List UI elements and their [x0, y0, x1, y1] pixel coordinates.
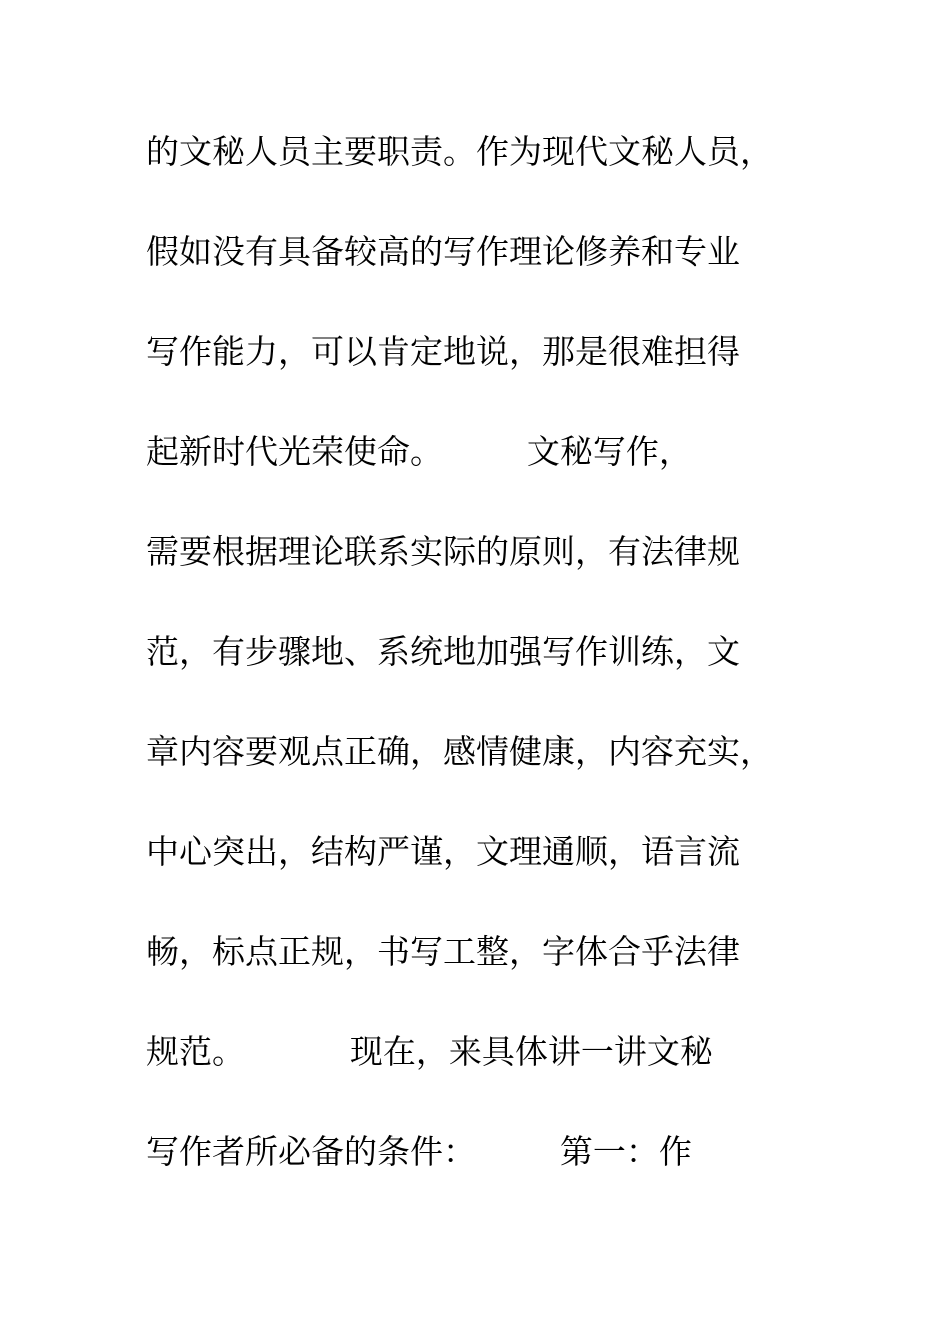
- text-line-5: 需要根据理论联系实际的原则，有法律规: [146, 532, 740, 571]
- text-line-11: 写作者所必备的条件： 第一：作: [146, 1132, 692, 1171]
- text-line-10: 规范。 现在，来具体讲一讲文秘: [146, 1032, 713, 1071]
- text-line-4: 起新时代光荣使命。 文秘写作，: [146, 432, 692, 471]
- text-line-2: 假如没有具备较高的写作理论修养和专业: [146, 232, 740, 271]
- text-line-8: 中心突出，结构严谨，文理通顺，语言流: [146, 832, 740, 871]
- text-line-3: 写作能力，可以肯定地说，那是很难担得: [146, 332, 740, 371]
- text-line-9: 畅，标点正规，书写工整，字体合乎法律: [146, 932, 740, 971]
- text-line-7: 章内容要观点正确，感情健康，内容充实，: [146, 732, 773, 771]
- body-text: [146, 122, 806, 1222]
- text-line-6: 范，有步骤地、系统地加强写作训练，文: [146, 632, 740, 671]
- text-line-1: 的文秘人员主要职责。作为现代文秘人员，: [146, 132, 773, 171]
